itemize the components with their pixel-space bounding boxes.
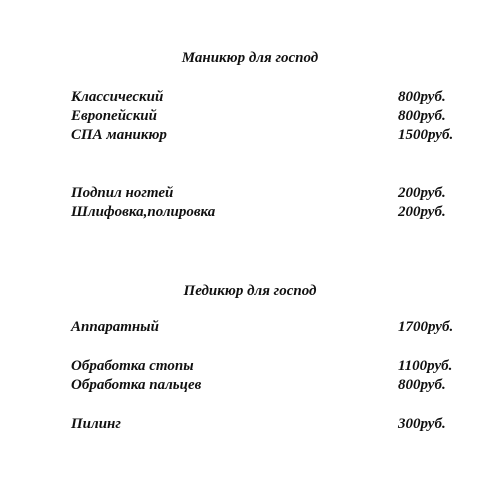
service-name: Обработка стопы bbox=[71, 358, 194, 374]
price-row-hardware-pedicure bbox=[71, 318, 471, 337]
pedicure-section-title: Педикюр для господ bbox=[183, 283, 317, 299]
service-price: 800руб. bbox=[398, 108, 446, 124]
service-price: 800руб. bbox=[398, 89, 446, 105]
service-name: СПА маникюр bbox=[71, 127, 167, 143]
service-name: Шлифовка,полировка bbox=[71, 204, 216, 220]
price-row-nail-filing bbox=[71, 184, 471, 203]
service-price: 1100руб. bbox=[398, 358, 453, 374]
price-row-foot-treatment bbox=[71, 357, 471, 376]
price-row-european bbox=[71, 107, 471, 126]
service-price: 1700руб. bbox=[398, 319, 454, 335]
service-name: Аппаратный bbox=[71, 319, 159, 335]
service-price: 200руб. bbox=[398, 204, 446, 220]
service-name: Европейский bbox=[71, 108, 157, 124]
price-row-classic bbox=[71, 88, 471, 107]
price-row-spa-manicure bbox=[71, 126, 471, 145]
service-name: Классический bbox=[71, 89, 164, 105]
manicure-section-title: Маникюр для господ bbox=[181, 50, 319, 66]
service-price: 200руб. bbox=[398, 185, 446, 201]
price-row-peeling bbox=[71, 415, 471, 434]
service-price: 1500руб. bbox=[398, 127, 454, 143]
price-row-polishing bbox=[71, 203, 471, 222]
price-row-toe-treatment bbox=[71, 376, 471, 395]
service-name: Обработка пальцев bbox=[71, 377, 202, 393]
service-name: Пилинг bbox=[71, 416, 121, 432]
service-price: 800руб. bbox=[398, 377, 446, 393]
service-name: Подпил ногтей bbox=[71, 185, 174, 201]
service-price: 300руб. bbox=[398, 416, 446, 432]
